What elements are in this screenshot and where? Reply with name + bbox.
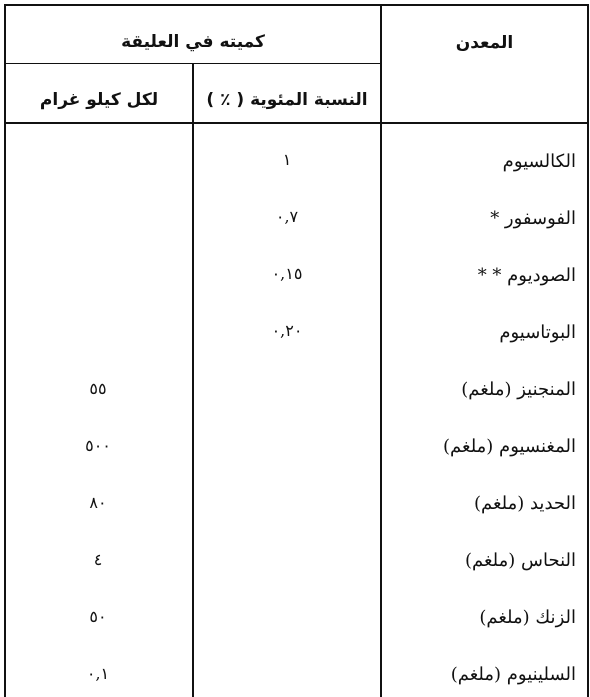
mineral-name: المنجنيز (ملغم) — [461, 379, 576, 400]
mineral-name: الحديد (ملغم) — [473, 493, 576, 514]
per-kg-value: ٨٠ — [89, 493, 107, 512]
mineral-name: المغنسيوم (ملغم) — [443, 436, 576, 457]
mineral-name: البوتاسيوم — [499, 322, 576, 343]
per-kg-value: ٤ — [93, 550, 103, 569]
per-kg-value: ٠,١ — [86, 664, 110, 683]
per-kg-value: ٥٠٠ — [85, 436, 111, 455]
percent-value: ٠,٢٠ — [271, 321, 303, 340]
header-percent: النسبة المئوية ( ٪ ) — [206, 90, 368, 110]
percent-value: ٠,٧ — [275, 207, 299, 226]
mineral-name: الصوديوم * * — [477, 265, 576, 286]
header-per-kg: لكل كيلو غرام — [39, 90, 159, 110]
table-border-right — [587, 4, 589, 697]
column-divider-mineral — [380, 4, 382, 697]
mineral-name: النحاس (ملغم) — [464, 550, 576, 571]
table-header-bottom — [4, 122, 589, 124]
per-kg-value: ٥٠ — [89, 607, 107, 626]
percent-value: ٠,١٥ — [271, 264, 303, 283]
mineral-name: الكالسيوم — [502, 151, 576, 172]
mineral-name: السلينيوم (ملغم) — [450, 664, 576, 685]
mineral-name: الفوسفور * — [490, 208, 576, 229]
per-kg-value: ٥٥ — [89, 379, 107, 398]
percent-value: ١ — [282, 150, 292, 169]
mineral-name: الزنك (ملغم) — [479, 607, 576, 628]
header-amount-in-feed: كميته في العليقة — [121, 32, 265, 52]
table-border-top — [4, 4, 589, 6]
header-mineral: المعدن — [455, 33, 514, 53]
